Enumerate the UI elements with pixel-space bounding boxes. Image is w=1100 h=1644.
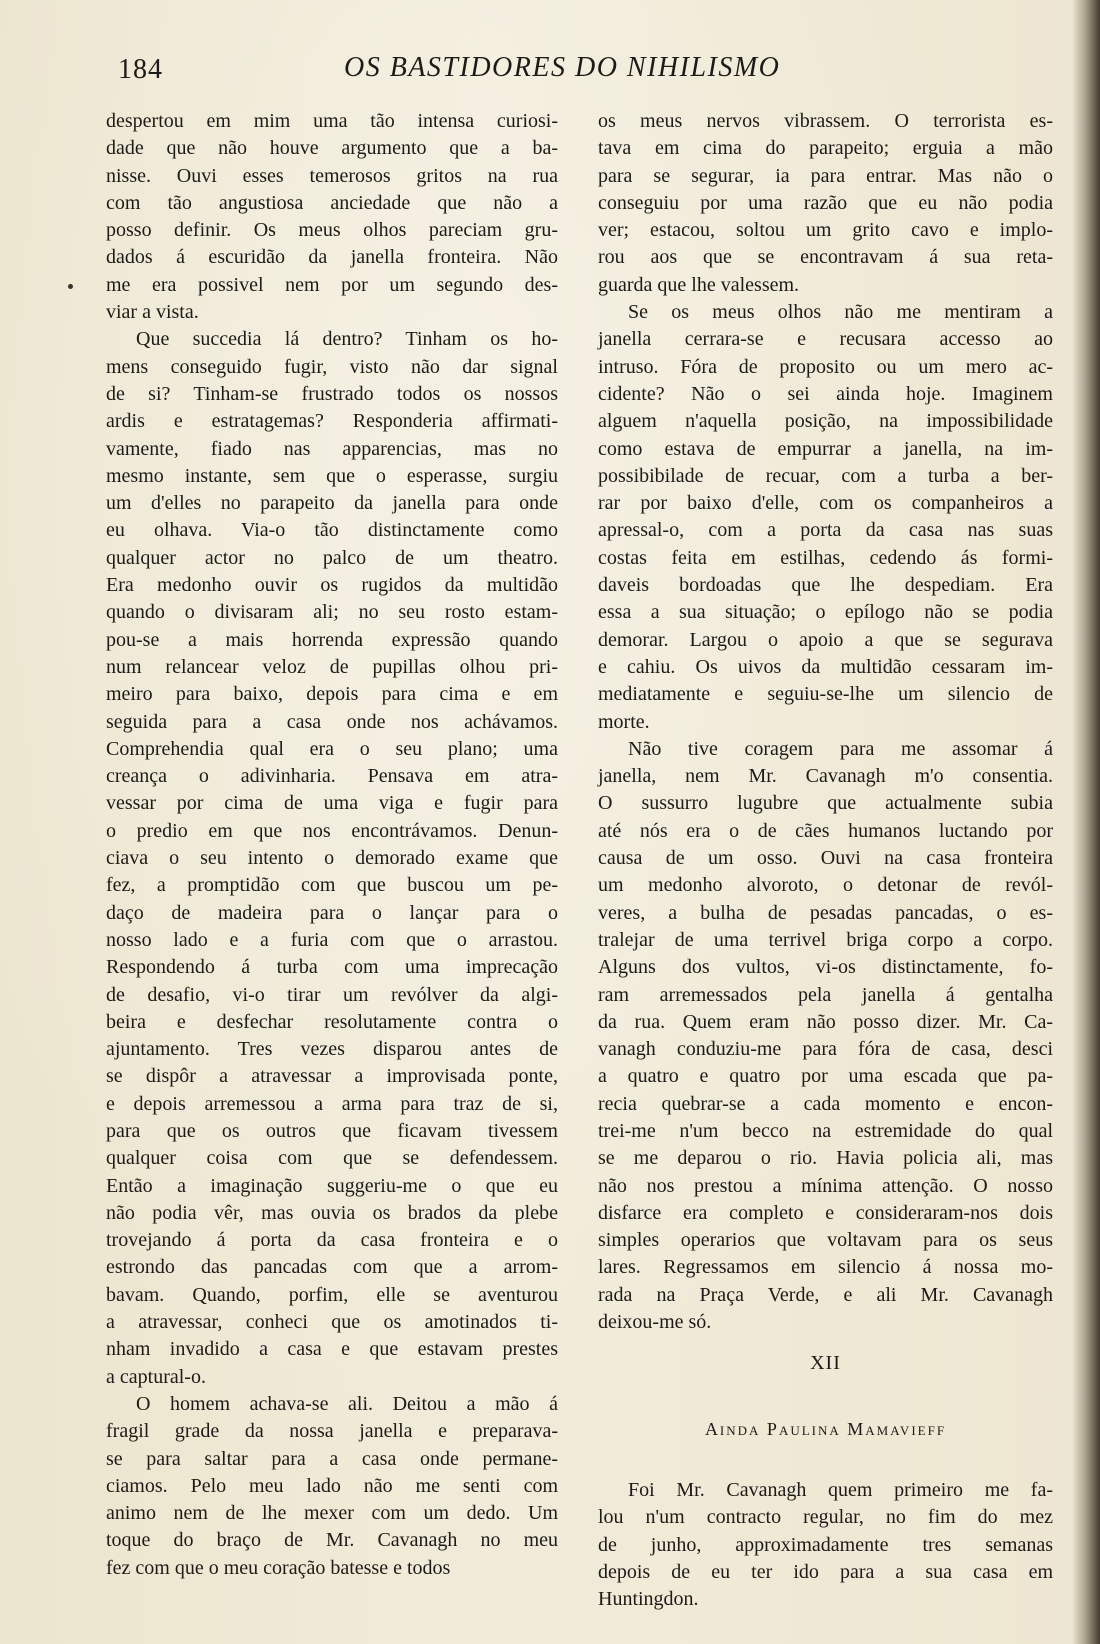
text-line: rou aos que se encontravam á sua reta- [598, 246, 1053, 269]
text-line: mediatamente e seguiu-se-lhe um silencio de [598, 683, 1053, 706]
text-line: daveis bordoadas que lhe despediam. Era [598, 574, 1053, 597]
text-line: a atravessar, conheci que os amotinados ti- [106, 1311, 558, 1334]
text-line: fez com que o meu coração batesse e todos [106, 1556, 451, 1579]
text-line: Que succedia lá dentro? Tinham os ho- [136, 328, 558, 351]
text-line: apressal-o, com a porta da casa nas suas [598, 519, 1053, 542]
text-line: toque do braço de Mr. Cavanagh no meu [106, 1529, 558, 1552]
text-line: estrondo das pancadas com que a arrom- [106, 1256, 558, 1279]
text-line: trei-me n'um becco na estremidade do qual [598, 1119, 1053, 1142]
text-line: Não tive coragem para me assomar á [628, 737, 1053, 760]
text-line: essa a sua situação; o epílogo não se podia [598, 601, 1053, 624]
text-line: eu olhava. Via-o tão distinctamente como [106, 519, 558, 542]
text-line: até nós era o de cães humanos luctando por [598, 819, 1053, 842]
text-line: morte. [598, 710, 650, 733]
text-line: e cahiu. Os uivos da multidão cessaram im- [598, 655, 1053, 678]
text-line: de junho, approximadamente tres semanas [598, 1533, 1053, 1556]
chapter-opening-paragraph [598, 1477, 1053, 1613]
text-line: de desafio, vi-o tirar um revólver da algi- [106, 983, 558, 1006]
text-line: trovejando á porta da casa fronteira e o [106, 1229, 558, 1252]
text-line: de si? Tinham-se frustrado todos os nossos [106, 382, 558, 405]
text-line: bavam. Quando, porfim, elle se aventurou [106, 1283, 558, 1306]
text-line: simples operarios que voltavam para os seus [598, 1229, 1053, 1252]
text-line: não podia vêr, mas ouvia os brados da plebe [106, 1201, 558, 1224]
text-line: disfarce era completo e consideraram-nos dois [598, 1201, 1053, 1224]
text-line: creança o adivinharia. Pensava em atra- [106, 765, 558, 788]
text-line: deixou-me só. [598, 1311, 712, 1334]
page-number: 184 [118, 54, 163, 85]
text-line: nisse. Ouvi esses temerosos gritos na rua [106, 164, 558, 187]
text-line: O sussurro lugubre que actualmente subia [598, 792, 1053, 815]
text-line: Foi Mr. Cavanagh quem primeiro me fa- [628, 1478, 1053, 1501]
running-title: OS BASTIDORES DO NIHILISMO [344, 52, 781, 83]
text-line: Alguns dos vultos, vi-os distinctamente, fo- [598, 956, 1053, 979]
text-line: recia quebrar-se a cada momento e encon- [598, 1092, 1053, 1115]
text-line: ram arremessados pela janella á gentalha [598, 983, 1053, 1006]
text-line: depois de eu ter ido para a sua casa em [598, 1560, 1053, 1583]
text-line: o predio em que nos encontrávamos. Denun- [106, 819, 558, 842]
text-line: se para saltar para a casa onde permane- [106, 1447, 558, 1470]
text-line: num relancear veloz de pupillas olhou pri- [106, 655, 558, 678]
text-line: meiro para baixo, depois para cima e em [106, 683, 558, 706]
text-line: lares. Regressamos em silencio á nossa mo- [598, 1256, 1053, 1279]
text-line: nham invadido a casa e que estavam prestes [106, 1338, 558, 1361]
text-line: qualquer coisa com que se defendessem. [106, 1147, 558, 1170]
text-line: Era medonho ouvir os rugidos da multidão [106, 574, 558, 597]
text-line: a captural-o. [106, 1365, 206, 1388]
text-line: com tão angustiosa anciedade que não a [106, 191, 558, 214]
text-line: rar por baixo d'elle, com os companheiros a [598, 492, 1053, 515]
text-line: a quatro e quatro por uma escada que pa- [598, 1065, 1053, 1088]
text-line: O homem achava-se ali. Deitou a mão á [136, 1392, 558, 1415]
text-line: posso definir. Os meus olhos pareciam gru- [106, 219, 558, 242]
text-line: ajuntamento. Tres vezes disparou antes de [106, 1038, 558, 1061]
text-line: fragil grade da nossa janella e preparava- [106, 1420, 558, 1443]
text-line: veres, a bulha de pesadas pancadas, o es- [598, 901, 1053, 924]
text-line: tralejar de uma terrivel briga corpo a corpo. [598, 928, 1053, 951]
chapter-title: Ainda Paulina Mamavieff [704, 1418, 947, 1439]
text-line: para que os outros que ficavam tivessem [106, 1119, 558, 1142]
text-line: mens conseguido fugir, visto não dar signal [106, 355, 558, 378]
text-line: intruso. Fóra de proposito ou um mero ac- [598, 355, 1053, 378]
text-line: Então a imaginação suggeriu-me o que eu [106, 1174, 558, 1197]
text-line: dados á escuridão da janella fronteira. Não [106, 246, 558, 269]
text-line: conseguiu por uma razão que eu não podia [598, 191, 1053, 214]
chapter-number: XII [810, 1352, 841, 1375]
text-line: qualquer actor no palco de um theatro. [106, 546, 558, 569]
text-line: ciava o seu intento o demorado exame que [106, 847, 558, 870]
text-line: ardis e estratagemas? Responderia affirmati- [106, 410, 558, 433]
text-line: Comprehendia qual era o seu plano; uma [106, 737, 558, 760]
right-column [598, 108, 1053, 1613]
left-column [106, 108, 558, 1582]
page-edge-shadow [1072, 0, 1100, 1644]
text-line: Respondendo á turba com uma imprecação [106, 956, 558, 979]
text-line: viar a vista. [106, 301, 199, 324]
text-line: Se os meus olhos não me mentiram a [628, 301, 1053, 324]
text-line: rada na Praça Verde, e ali Mr. Cavanagh [598, 1283, 1053, 1306]
text-line: não nos prestou a mínima attenção. O nosso [598, 1174, 1053, 1197]
text-line: cidente? Não o sei ainda hoje. Imaginem [598, 382, 1053, 405]
text-line: beira e desfechar resolutamente contra o [106, 1010, 558, 1033]
text-line: ciamos. Pelo meu lado não me senti com [106, 1474, 558, 1497]
text-line: causa de um osso. Ouvi na casa fronteira [598, 847, 1053, 870]
text-line: um medonho alvoroto, o detonar de revól- [598, 874, 1053, 897]
text-line: janella cerrara-se e recusara accesso ao [598, 328, 1053, 351]
text-line: lou n'um contracto regular, no fim do mez [598, 1506, 1053, 1529]
text-line: guarda que lhe valessem. [598, 273, 800, 296]
text-line: costas feita em estilhas, cedendo ás formi- [598, 546, 1053, 569]
text-line: nosso lado e a furia com que o arrastou. [106, 928, 558, 951]
text-line: mesmo instante, sem que o esperasse, surgiu [106, 464, 558, 487]
text-line: tava em cima do parapeito; erguia a mão [598, 137, 1053, 160]
text-line: despertou em mim uma tão intensa curiosi- [106, 110, 558, 132]
text-line: se dispôr a atravessar a improvisada ponte, [106, 1065, 558, 1088]
text-line: seguida para a casa onde nos achávamos. [106, 710, 558, 733]
text-line: fez, a promptidão com que buscou um pe- [106, 874, 558, 897]
page-header [118, 48, 1038, 98]
text-line: Huntingdon. [598, 1588, 699, 1611]
text-line: alguem n'aquella posição, na impossibilidade [598, 410, 1053, 433]
text-line: se me deparou o rio. Havia policia ali, mas [598, 1147, 1053, 1170]
text-line: quando o divisaram ali; no seu rosto estam- [106, 601, 558, 624]
margin-mark [68, 284, 73, 289]
text-line: para se segurar, ia para entrar. Mas não o [598, 164, 1053, 187]
text-line: vanagh conduziu-me para fóra de casa, desci [598, 1038, 1053, 1061]
text-line: animo nem de lhe mexer com um dedo. Um [106, 1502, 558, 1525]
text-line: como estava de empurrar a janella, na im- [598, 437, 1053, 460]
text-line: ver; estacou, soltou um grito cavo e implo- [598, 219, 1053, 242]
text-line: vamente, fiado nas apparencias, mas no [106, 437, 558, 460]
text-line: me era possivel nem por um segundo des- [106, 273, 558, 296]
text-line: possibibilade de recuar, com a turba a ber- [598, 464, 1053, 487]
text-line: vessar por cima de uma viga e fugir para [106, 792, 558, 815]
text-line: os meus nervos vibrassem. O terrorista es- [598, 110, 1053, 132]
text-line: e depois arremessou a arma para traz de si, [106, 1092, 558, 1115]
text-line: pou-se a mais horrenda expressão quando [106, 628, 558, 651]
text-line: um d'elles no parapeito da janella para onde [106, 492, 558, 515]
text-line: da rua. Quem eram não posso dizer. Mr. Ca- [598, 1010, 1053, 1033]
text-line: demorar. Largou o apoio a que se segurava [598, 628, 1053, 651]
text-line: dade que não houve argumento que a ba- [106, 137, 558, 160]
text-line: daço de madeira para o lançar para o [106, 901, 558, 924]
text-line: janella, nem Mr. Cavanagh m'o consentia. [598, 765, 1053, 788]
